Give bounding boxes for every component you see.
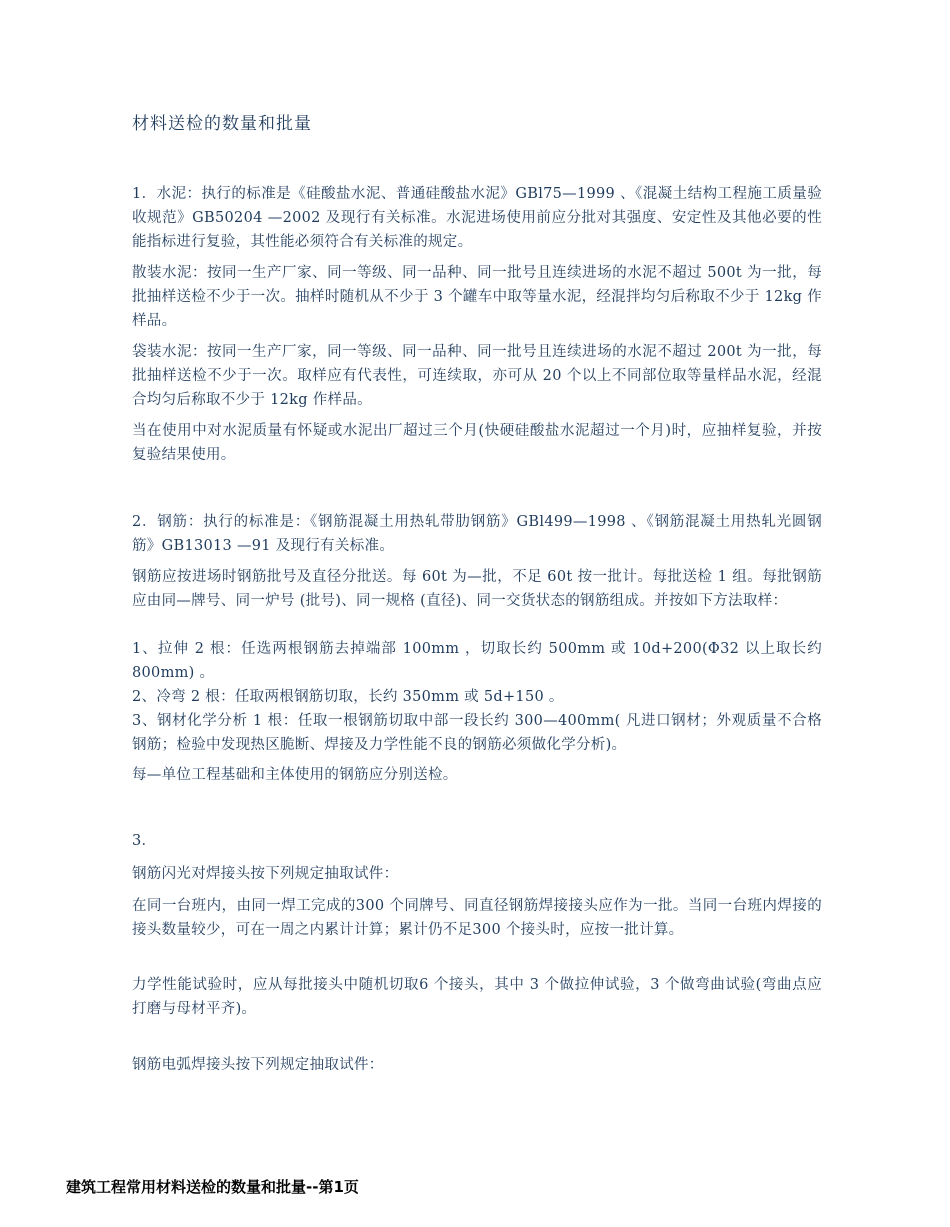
rebar-sample-item-2: 2、冷弯 2 根：任取两根钢筋切取，长约 350mm 或 5d+150 。: [132, 689, 564, 705]
flash-welding-title: 钢筋闪光对焊接头按下列规定抽取试件：: [132, 866, 399, 882]
rebar-batch-paragraph: 钢筋应按进场时钢筋批号及直径分批送。每 60t 为—批，不足 60t 按一批计。每批送检 1 组。每批钢筋应由同—牌号、同一炉号 (批号)、同一规格 (直径)、同一交货状态的钢筋组成。并按如下方法取样：: [132, 569, 822, 609]
bagged-cement-paragraph: 袋装水泥：按同一生产厂家，同一等级、同一品种、同一批号且连续进场的水泥不超过 200t 为一批，每批抽样送检不少于一次。取样应有代表性，可连续取，亦可从 20 个以上不同部位取等量样品水泥，经混合均匀后称取不少于 12kg 作样品。: [132, 344, 822, 408]
rebar-sample-item-1: 1、拉伸 2 根：任选两根钢筋去掉端部 100mm ，切取长约 500mm 或 10d+200(Φ32 以上取长约 800mm) 。: [132, 641, 822, 681]
rebar-sample-item-3: 3、钢材化学分析 1 根：任取一根钢筋切取中部一段长约 300—400mm( 凡进口钢材；外观质量不合格钢筋；检验中发现热区脆断、焊接及力学性能不良的钢筋必须做化学分析)。: [132, 713, 822, 753]
section-3-number: 3．: [132, 833, 157, 849]
bulk-cement-paragraph: 散装水泥：按同一生产厂家、同一等级、同一品种、同一批号且连续进场的水泥不超过 500t 为一批，每批抽样送检不少于一次。抽样时随机从不少于 3 个罐车中取等量水泥，经混拌均匀后称取不少于 12kg 作样品。: [132, 265, 822, 329]
arc-welding-title: 钢筋电弧焊接头按下列规定抽取试件：: [132, 1057, 384, 1073]
page-footer: 建筑工程常用材料送检的数量和批量--第1页: [66, 1178, 359, 1196]
document-title: 材料送检的数量和批量: [132, 114, 312, 134]
cement-doubt-paragraph: 当在使用中对水泥质量有怀疑或水泥出厂超过三个月(快硬硅酸盐水泥超过一个月)时，应抽样复验，并按复验结果使用。: [132, 423, 822, 463]
rebar-separate-paragraph: 每—单位工程基础和主体使用的钢筋应分别送检。: [132, 767, 458, 783]
flash-welding-batch-paragraph: 在同一台班内，由同一焊工完成的300 个同牌号、同直径钢筋焊接接头应作为一批。当同一台班内焊接的接头数量较少，可在一周之内累计计算；累计仍不足300 个接头时，应按一批计算。: [132, 898, 822, 938]
cement-intro-paragraph: 1．水泥：执行的标准是《硅酸盐水泥、普通硅酸盐水泥》GBl75—1999 、《混凝土结构工程施工质量验收规范》GB50204 —2002 及现行有关标准。水泥进场使用前应分批对其强度、安定性及其他必要的性能指标进行复验，其性能必须符合有关标准的规定。: [132, 186, 822, 250]
flash-welding-test-paragraph: 力学性能试验时，应从每批接头中随机切取6 个接头，其中 3 个做拉伸试验，3 个做弯曲试验(弯曲点应打磨与母材平齐)。: [132, 977, 822, 1017]
rebar-intro-paragraph: 2．钢筋：执行的标准是：《钢筋混凝土用热轧带肋钢筋》GBl499—1998 、《钢筋混凝土用热轧光圆钢筋》GB13013 —91 及现行有关标准。: [132, 514, 822, 554]
